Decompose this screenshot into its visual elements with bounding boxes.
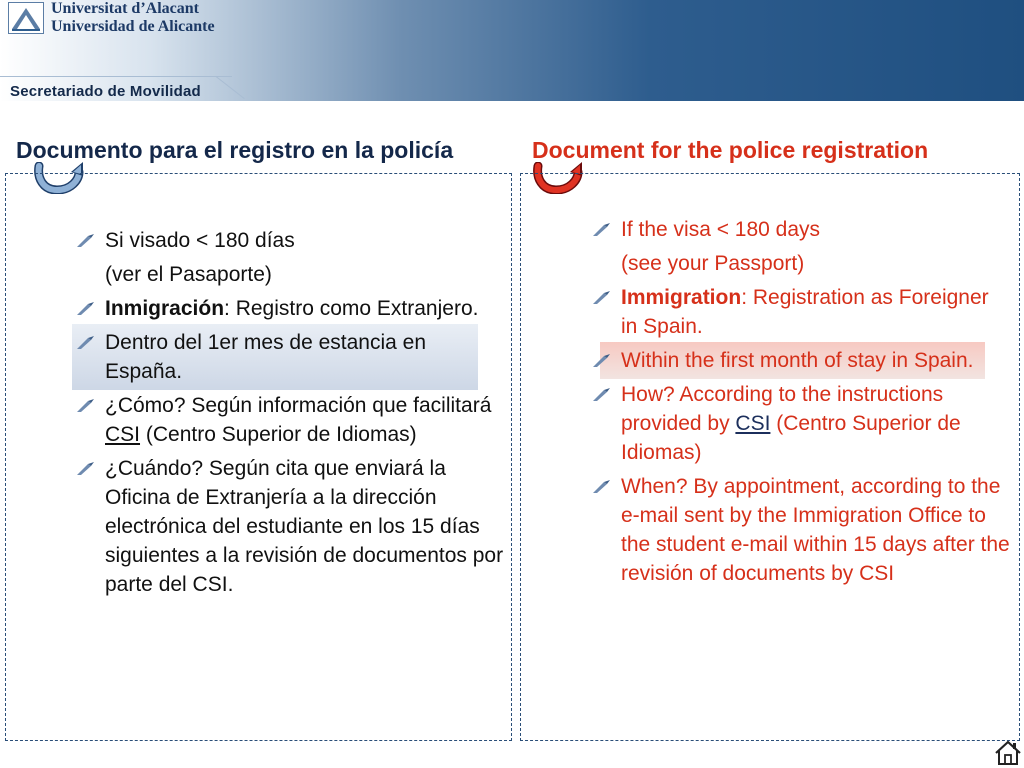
- spanish-bullet-list: [74, 226, 504, 599]
- list-item: [590, 380, 1010, 467]
- university-logo: [8, 2, 44, 34]
- item-text-pre: ¿Cómo? Según información que facilitará: [105, 394, 492, 417]
- bullet-brush-icon: [592, 291, 612, 305]
- bullet-brush-icon: [76, 302, 96, 316]
- item-text-rest: : Registro como Extranjero.: [224, 297, 479, 320]
- bullet-brush-icon: [592, 388, 612, 402]
- bullet-brush-icon: [76, 462, 96, 476]
- bullet-brush-icon: [76, 399, 96, 413]
- university-name: [51, 0, 215, 36]
- csi-link[interactable]: CSI: [735, 412, 771, 435]
- item-text: ¿Cuándo? Según cita que enviará la Oficina de Extranjería a la dirección electrónica del estudiante en los 15 días siguientes a la revisión de documentos por parte del CSI.: [105, 457, 504, 596]
- item-text-post: (Centro Superior de Idiomas): [621, 412, 961, 464]
- item-text: [621, 380, 1010, 467]
- item-text: If the visa < 180 days: [621, 218, 821, 241]
- bullet-brush-icon: [592, 480, 612, 494]
- item-text: Within the first month of stay in Spain.: [621, 349, 974, 372]
- list-item: [74, 226, 504, 289]
- bullet-brush-icon: [76, 234, 96, 248]
- list-item-highlighted: [74, 328, 504, 386]
- item-text: Si visado < 180 días: [105, 229, 295, 252]
- item-text-pre: How? According to the instructions provided by: [621, 383, 944, 435]
- bullet-brush-icon: [592, 223, 612, 237]
- list-item: [74, 391, 504, 449]
- header-band: [0, 0, 1024, 101]
- list-item: [590, 283, 1010, 341]
- bullet-brush-icon: [592, 354, 612, 368]
- bullet-brush-icon: [76, 336, 96, 350]
- list-item: [74, 454, 504, 599]
- university-name-line2: Universidad de Alicante: [51, 18, 215, 35]
- item-bold-term: Immigration: [621, 286, 742, 309]
- item-subtext: (ver el Pasaporte): [105, 263, 272, 286]
- list-item: [590, 472, 1010, 588]
- csi-link[interactable]: CSI: [105, 423, 141, 446]
- title-english: Document for the police registration: [532, 137, 929, 163]
- item-subtext: (see your Passport): [621, 252, 805, 275]
- header-divider: [0, 76, 232, 77]
- item-bold-term: Inmigración: [105, 297, 225, 320]
- university-name-line1: Universitat d’Alacant: [51, 0, 199, 17]
- item-text: [105, 294, 504, 323]
- list-item-highlighted: [590, 346, 1010, 375]
- department-name: Secretariado de Movilidad: [10, 83, 201, 100]
- list-item: [74, 294, 504, 323]
- list-item: [590, 215, 1010, 278]
- title-spanish: Documento para el registro en la policía: [16, 137, 454, 163]
- item-text-post: (Centro Superior de Idiomas): [140, 423, 417, 446]
- item-text: Dentro del 1er mes de estancia en España.: [105, 331, 427, 383]
- item-text: [105, 391, 504, 449]
- item-text: [621, 283, 1010, 341]
- english-bullet-list: [590, 215, 1010, 588]
- item-text: When? By appointment, according to the e-mail sent by the Immigration Office to the student e-mail within 15 days after the revisión of documents by CSI: [621, 475, 1010, 585]
- home-icon[interactable]: [994, 740, 1022, 766]
- item-text-rest: : Registration as Foreigner in Spain.: [621, 286, 989, 338]
- header-divider-diagonal: [216, 76, 245, 99]
